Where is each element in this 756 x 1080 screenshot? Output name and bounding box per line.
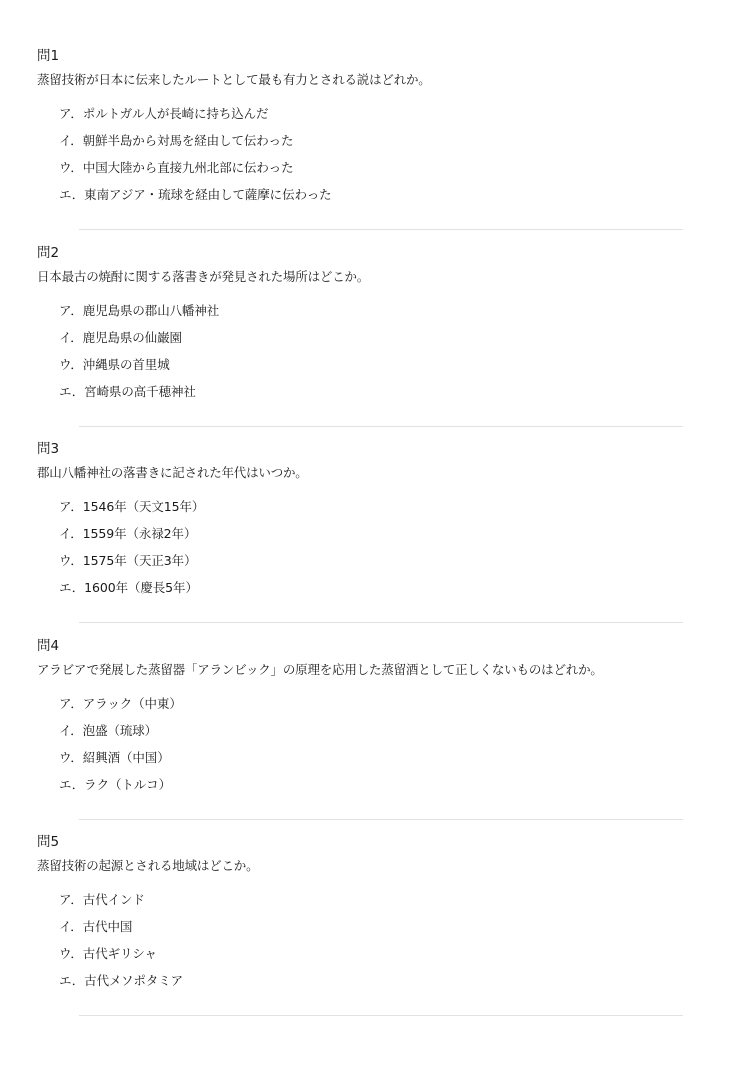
- question-divider: [79, 426, 683, 427]
- option-a: ア．鹿児島県の郡山八幡神社: [59, 302, 220, 318]
- option-a: ア．1546年（天文15年）: [59, 499, 205, 514]
- question-divider: [79, 229, 683, 230]
- question-text: 郡山八幡神社の落書きに記された年代はいつか。: [37, 465, 308, 480]
- question-number: 問5: [37, 834, 60, 850]
- question-3: [37, 441, 756, 638]
- question-divider: [79, 819, 683, 820]
- option-list: [59, 499, 756, 607]
- option-list: [59, 303, 756, 411]
- option-u: ウ．1575年（天正3年）: [59, 553, 197, 568]
- option-a: ア．古代インド: [59, 892, 145, 907]
- question-text: アラビアで発展した蒸留器「アランビック」の原理を応用した蒸留酒として正しくないものはどれか。: [37, 661, 603, 677]
- option-list: [59, 696, 756, 804]
- option-u: ウ．沖縄県の首里城: [59, 356, 170, 372]
- question-5: [37, 834, 756, 1031]
- option-e: エ．1600年（慶長5年）: [59, 580, 198, 595]
- option-i: イ．朝鮮半島から対馬を経由して伝わった: [59, 133, 294, 148]
- option-i: イ．泡盛（琉球）: [59, 722, 158, 738]
- question-text: 蒸留技術の起源とされる地域はどこか。: [37, 858, 259, 873]
- question-divider: [79, 622, 683, 623]
- question-divider: [79, 1015, 683, 1016]
- question-2: [37, 245, 756, 442]
- option-u: ウ．中国大陸から直接九州北部に伝わった: [59, 160, 294, 175]
- option-e: エ．宮崎県の高千穂神社: [59, 383, 196, 399]
- question-number: 問3: [37, 441, 60, 457]
- option-a: ア．アラック（中東）: [59, 695, 182, 711]
- option-e: エ．ラク（トルコ）: [59, 776, 171, 792]
- option-i: イ．古代中国: [59, 919, 133, 934]
- option-e: エ．古代メソポタミア: [59, 973, 184, 988]
- question-text: 日本最古の焼酎に関する落書きが発見された場所はどこか。: [37, 268, 370, 284]
- option-i: イ．鹿児島県の仙巌園: [59, 329, 182, 345]
- option-u: ウ．紹興酒（中国）: [59, 749, 170, 765]
- question-number: 問2: [37, 244, 60, 261]
- option-list: [59, 892, 756, 1000]
- option-e: エ．東南アジア・琉球を経由して薩摩に伝わった: [59, 187, 332, 202]
- option-list: [59, 106, 756, 214]
- question-4: [37, 638, 756, 835]
- question-number: 問4: [37, 637, 60, 654]
- option-u: ウ．古代ギリシャ: [59, 946, 157, 961]
- question-number: 問1: [37, 48, 60, 64]
- option-a: ア．ポルトガル人が長崎に持ち込んだ: [59, 106, 269, 121]
- question-1: [37, 48, 756, 245]
- question-text: 蒸留技術が日本に伝来したルートとして最も有力とされる説はどれか。: [37, 72, 431, 87]
- option-i: イ．1559年（永禄2年）: [59, 526, 197, 541]
